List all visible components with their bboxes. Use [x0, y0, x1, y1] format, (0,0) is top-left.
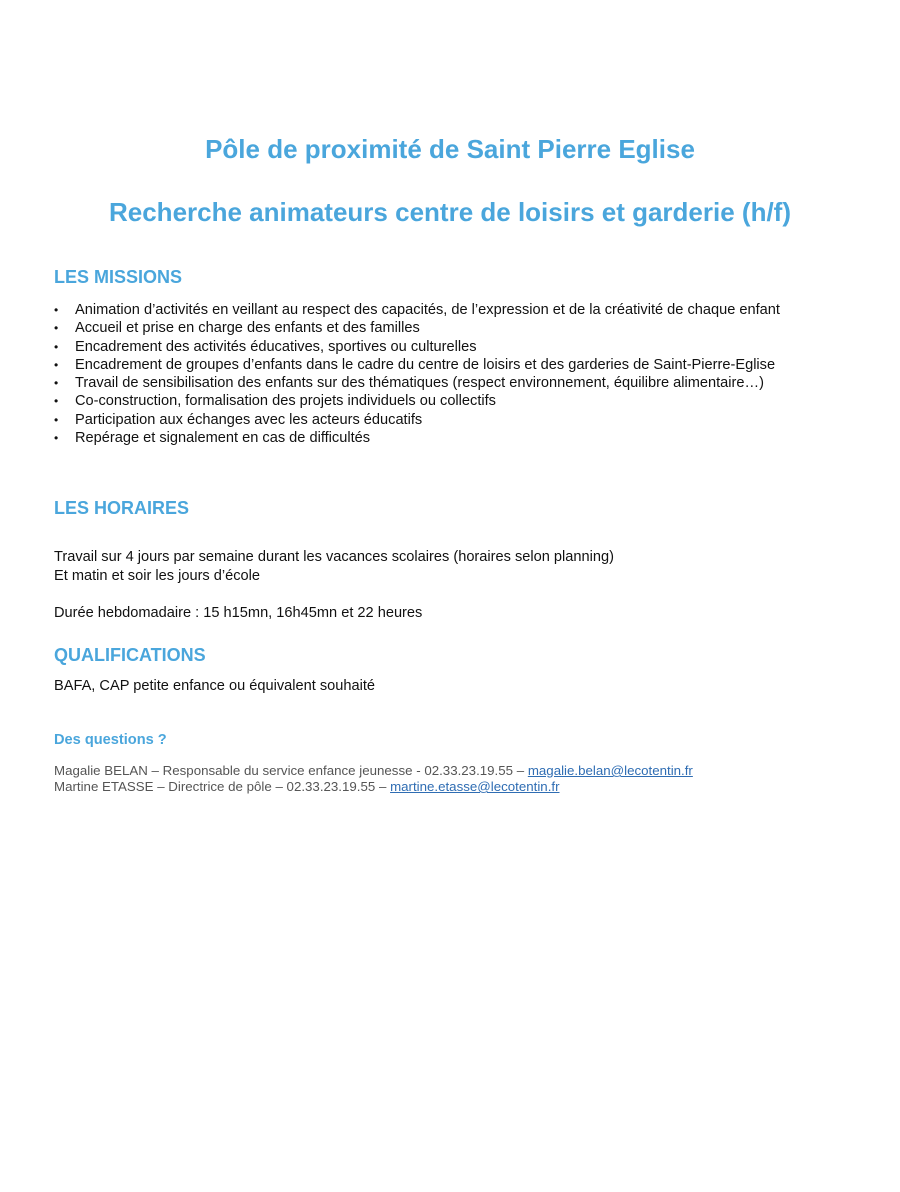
- horaires-text-1: Travail sur 4 jours par semaine durant les vacances scolaires (horaires selon planning): [54, 549, 614, 565]
- mission-text: Accueil et prise en charge des enfants et des familles: [75, 320, 420, 337]
- bullet-icon: •: [54, 303, 59, 317]
- list-item: [54, 301, 884, 319]
- bullet-icon: •: [54, 339, 59, 354]
- list-item: [54, 356, 884, 374]
- list-item: [54, 374, 884, 392]
- job-title: Recherche animateurs centre de loisirs et garderie (h/f): [108, 197, 792, 227]
- list-item: [54, 429, 884, 447]
- mission-text: Encadrement de groupes d’enfants dans le cadre du centre de loisirs et des garderies de Saint-Pierre-Eglise: [75, 356, 776, 373]
- missions-list: [54, 301, 884, 447]
- mission-text: Repérage et signalement en cas de difficultés: [75, 430, 371, 447]
- contact-text: Martine ETASSE – Directrice de pôle – 02.33.23.19.55 –: [54, 779, 391, 794]
- mission-text: Encadrement des activités éducatives, sportives ou culturelles: [75, 338, 477, 355]
- contact-line-etasse: [54, 779, 560, 795]
- qualifications-text: BAFA, CAP petite enfance ou équivalent souhaité: [54, 678, 376, 694]
- mission-text: Participation aux échanges avec les acteurs éducatifs: [75, 411, 423, 428]
- horaires-text-2: Et matin et soir les jours d’école: [54, 568, 261, 584]
- bullet-icon: •: [54, 431, 59, 446]
- list-item: [54, 392, 884, 410]
- bullet-icon: •: [54, 412, 59, 427]
- contact-text: Magalie BELAN – Responsable du service enfance jeunesse - 02.33.23.19.55 –: [54, 763, 528, 778]
- mission-text: Animation d’activités en veillant au respect des capacités, de l’expression et de la créativité de chaque enfant: [75, 302, 780, 318]
- mission-text: Co-construction, formalisation des projets individuels ou collectifs: [75, 393, 496, 410]
- list-item: [54, 338, 884, 356]
- missions-heading: LES MISSIONS: [54, 267, 183, 287]
- bullet-icon: •: [54, 321, 59, 336]
- list-item: [54, 411, 884, 429]
- bullet-icon: •: [54, 357, 59, 372]
- bullet-icon: •: [54, 376, 59, 391]
- qualifications-heading: QUALIFICATIONS: [54, 645, 206, 665]
- email-link-belan[interactable]: magalie.belan@lecotentin.fr: [527, 763, 693, 778]
- duree-text: Durée hebdomadaire : 15 h15mn, 16h45mn et 22 heures: [54, 605, 423, 621]
- questions-heading: Des questions ?: [54, 732, 167, 748]
- list-item: [54, 319, 884, 337]
- horaires-heading: LES HORAIRES: [54, 498, 190, 518]
- mission-text: Travail de sensibilisation des enfants sur des thématiques (respect environnement, équilibre alimentaire…): [75, 375, 764, 392]
- bullet-icon: •: [54, 394, 59, 409]
- contact-line-belan: [54, 763, 693, 779]
- page-title: Pôle de proximité de Saint Pierre Eglise: [205, 134, 695, 164]
- email-link-etasse[interactable]: martine.etasse@lecotentin.fr: [390, 779, 560, 794]
